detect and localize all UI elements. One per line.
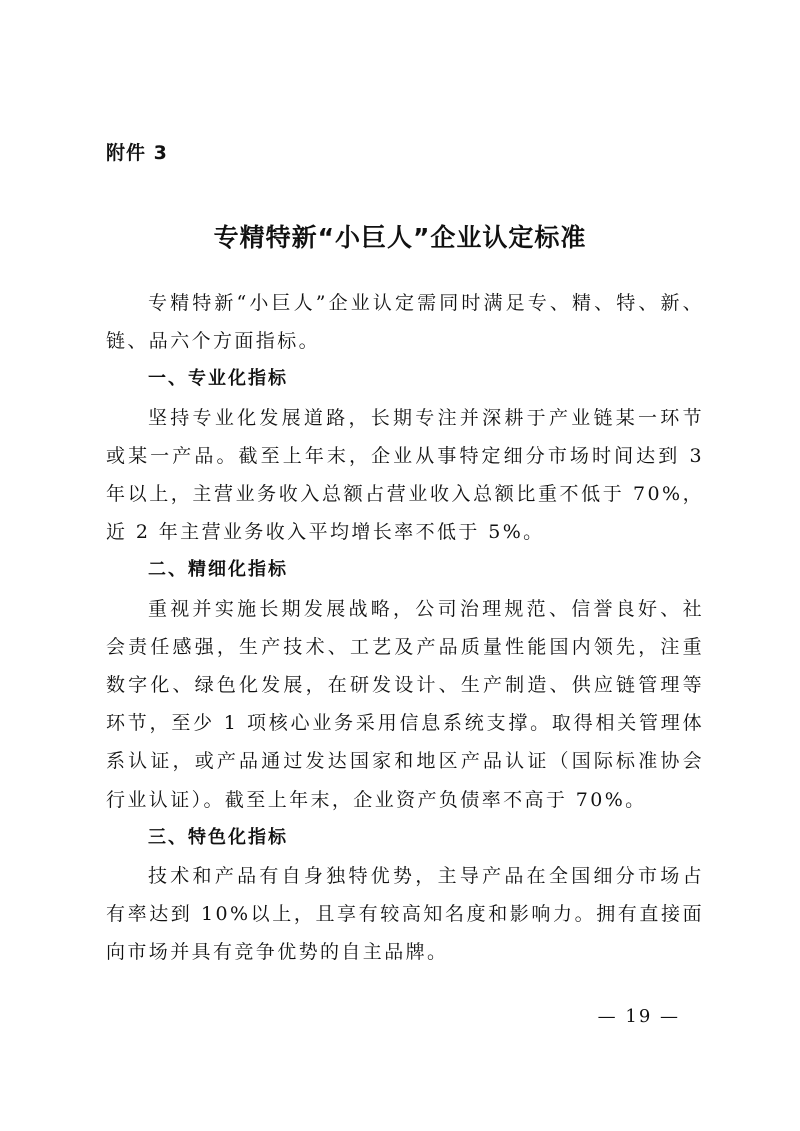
section-text-refinement: 重视并实施长期发展战略，公司治理规范、信誉良好、社会责任感强，生产技术、工艺及产品质量性能国内领先，注重数字化、绿色化发展，在研发设计、生产制造、供应链管理等环节，至少 1 项核心业务采用信息系统支撑。取得相关管理体系认证，或产品通过发达国家和地区产品认证（国际标准协会行业认证）。截至上年末，企业资产负债率不高于 70%。 <box>106 597 704 811</box>
document-title: 专精特新“小巨人”企业认定标准 <box>213 223 587 252</box>
page-number: — 19 — <box>597 1006 680 1027</box>
section-text-specialization: 坚持专业化发展道路，长期专注并深耕于产业链某一环节或某一产品。截至上年末，企业从事特定细分市场时间达到 3 年以上，主营业务收入总额占营业收入总额比重不低于 70%，近 2 年主营业务收入平均增长率不低于 5%。 <box>106 406 704 544</box>
intro-paragraph: 专精特新“小巨人”企业认定需同时满足专、精、特、新、链、品六个方面指标。 <box>106 292 704 353</box>
section-heading-refinement: 二、精细化指标 <box>148 559 288 581</box>
annex-label: 附件 3 <box>106 142 168 164</box>
document-body <box>106 284 704 972</box>
section-heading-specialization: 一、专业化指标 <box>148 368 288 390</box>
section-text-characteristic: 技术和产品有自身独特优势，主导产品在全国细分市场占有率达到 10%以上，且享有较高知名度和影响力。拥有直接面向市场并具有竞争优势的自主品牌。 <box>106 865 704 964</box>
section-heading-characteristic: 三、特色化指标 <box>148 826 288 848</box>
